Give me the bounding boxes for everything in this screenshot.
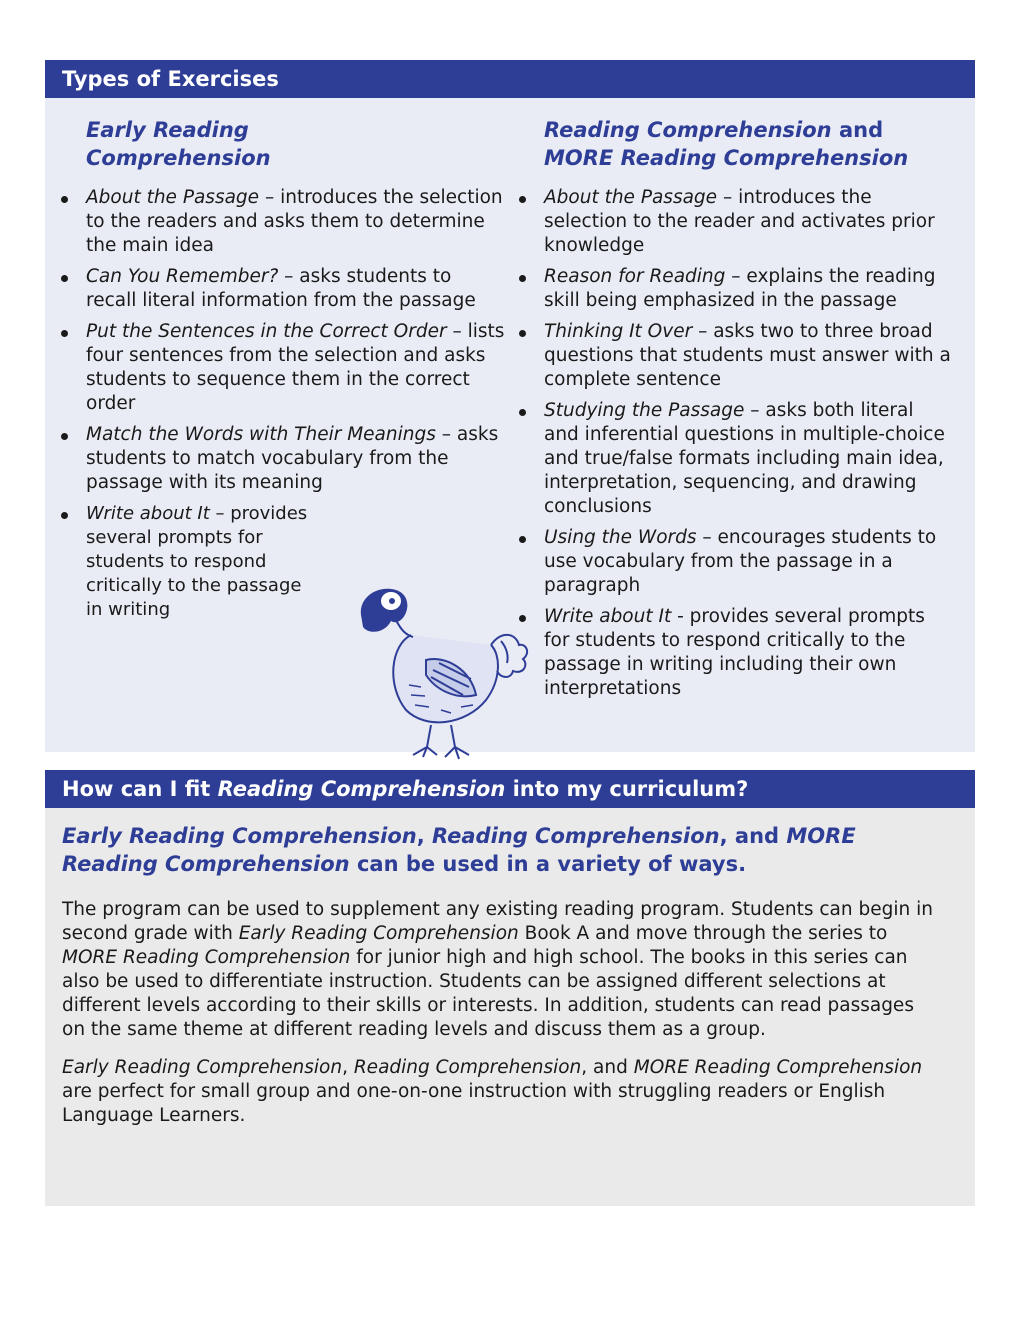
exercises-header: Types of Exercises	[45, 60, 975, 98]
item-desc: – lists four sentences from the selection and asks students to sequence them in the correct order	[86, 321, 505, 414]
bullet-icon	[519, 196, 526, 203]
item-term: Using the Words	[544, 527, 697, 548]
bullet-icon	[519, 275, 526, 282]
list-item	[544, 605, 954, 701]
lead-part: , and	[719, 824, 787, 848]
para-text: are perfect for small group and one-on-one instruction with struggling readers or English Language Learners.	[62, 1081, 886, 1126]
lead-part: Reading Comprehension	[432, 824, 720, 848]
header-part: into my curriculum?	[505, 777, 749, 801]
item-term: Write about It	[544, 606, 672, 627]
reading-comprehension-title	[544, 116, 954, 172]
title-part: and	[831, 118, 884, 142]
bullet-icon	[61, 512, 68, 519]
dodo-bird-icon	[351, 575, 536, 765]
bullet-icon	[61, 196, 68, 203]
lead-part: ,	[416, 824, 432, 848]
item-term: Thinking It Over	[544, 321, 693, 342]
para-text: Early Reading Comprehension	[62, 1057, 343, 1078]
item-desc: – encourages students to use vocabulary from the passage in a paragraph	[544, 527, 937, 596]
header-part: How can I fit	[62, 777, 218, 801]
para-text: MORE Reading Comprehension	[62, 947, 351, 968]
bullet-icon	[519, 409, 526, 416]
bullet-icon	[61, 275, 68, 282]
para-text: , and	[581, 1057, 634, 1078]
list-item	[544, 320, 954, 392]
lead-part: MORE Reading Comprehension	[62, 824, 856, 876]
item-term: Can You Remember?	[86, 266, 279, 287]
item-term: Studying the Passage	[544, 400, 745, 421]
bullet-icon	[519, 330, 526, 337]
list-item	[86, 423, 506, 495]
curriculum-header	[45, 770, 975, 808]
title-line: Early Reading	[86, 118, 249, 142]
early-reading-column	[86, 116, 506, 629]
list-item	[544, 399, 954, 519]
exercises-panel	[45, 60, 975, 752]
list-item	[544, 526, 954, 598]
item-term: Reason for Reading	[544, 266, 726, 287]
item-term: About the Passage	[544, 187, 718, 208]
item-desc: – explains the reading skill being emphasized in the passage	[544, 266, 936, 311]
para-text: MORE Reading Comprehension	[633, 1057, 923, 1078]
para-text: Reading Comprehension	[353, 1057, 582, 1078]
item-desc: – introduces the selection to the reader and activates prior knowledge	[544, 187, 935, 256]
list-item	[86, 502, 311, 622]
para-text: The program can be used to supplement any existing reading program. Students can begin in second grade with	[62, 899, 933, 944]
title-part: Reading Comprehension	[544, 118, 832, 142]
list-item	[86, 320, 506, 416]
item-desc: – asks both literal and inferential questions in multiple-choice and true/false formats including main idea, interpretation, sequencing, and drawing conclusions	[544, 400, 945, 517]
list-item	[86, 186, 506, 258]
item-desc: – asks students to match vocabulary from the passage with its meaning	[86, 424, 499, 493]
title-line: Comprehension	[86, 146, 271, 170]
header-part: Reading Comprehension	[217, 777, 506, 801]
reading-comprehension-list	[544, 186, 954, 701]
item-desc: – introduces the selection to the readers and asks them to determine the main idea	[86, 187, 503, 256]
curriculum-lead	[62, 822, 942, 878]
early-reading-title	[86, 116, 506, 172]
item-term: Put the Sentences in the Correct Order	[86, 321, 447, 342]
para-text: Early Reading Comprehension	[238, 923, 519, 944]
item-term: Match the Words with Their Meanings	[86, 424, 436, 445]
lead-part: can be used in a variety of ways.	[349, 852, 747, 876]
para-text: for junior high and high school. The books in this series can also be used to differentiate instruction. Students can be assigned different selections at different levels according to their skills or interests. In addition, students can read passages on the same theme at different reading levels and discuss them as a group.	[62, 947, 914, 1040]
curriculum-panel	[45, 770, 975, 1206]
item-desc: – asks two to three broad questions that students must answer with a complete sentence	[544, 321, 951, 390]
curriculum-paragraph-2	[62, 1056, 942, 1128]
para-text: Book A and move through the series to	[518, 923, 888, 944]
curriculum-paragraph-1	[62, 898, 942, 1042]
reading-comprehension-column	[544, 116, 954, 708]
item-term: About the Passage	[86, 187, 260, 208]
bullet-icon	[519, 615, 526, 622]
title-line: MORE Reading Comprehension	[544, 146, 909, 170]
list-item	[544, 265, 954, 313]
early-reading-list	[86, 186, 506, 622]
list-item	[86, 265, 506, 313]
bullet-icon	[61, 433, 68, 440]
list-item	[544, 186, 954, 258]
item-desc: – provides several prompts for students to respond critically to the passage in writing	[86, 503, 308, 620]
bullet-icon	[519, 536, 526, 543]
para-text: ,	[342, 1057, 354, 1078]
bullet-icon	[61, 330, 68, 337]
item-desc: – asks students to recall literal information from the passage	[86, 266, 476, 311]
lead-part: Early Reading Comprehension	[62, 824, 417, 848]
item-desc: - provides several prompts for students to respond critically to the passage in writing including their own interpretations	[544, 606, 925, 699]
item-term: Write about It	[86, 503, 210, 524]
